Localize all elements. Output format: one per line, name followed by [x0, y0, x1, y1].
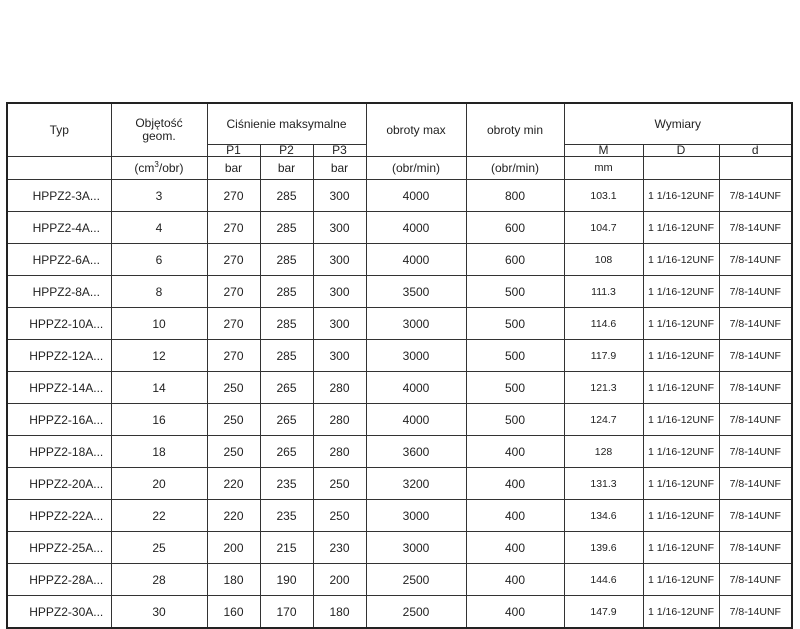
cell-p3: 280 — [313, 404, 366, 436]
cell-d-lower: 7/8-14UNF — [719, 372, 792, 404]
cell-p3: 280 — [313, 372, 366, 404]
cell-typ: HPPZ2-16A... — [7, 404, 111, 436]
cell-obroty-min: 400 — [466, 596, 564, 629]
header-typ: Typ — [7, 103, 111, 157]
cell-p3: 300 — [313, 276, 366, 308]
header-obroty-min: obroty min — [466, 103, 564, 157]
cell-m: 121.3 — [564, 372, 643, 404]
cell-d-upper: 1 1/16-12UNF — [643, 340, 719, 372]
cell-typ: HPPZ2-6A... — [7, 244, 111, 276]
header-cisnienie: Ciśnienie maksymalne — [207, 103, 366, 145]
cell-p3: 300 — [313, 180, 366, 212]
cell-typ: HPPZ2-20A... — [7, 468, 111, 500]
cell-d-lower: 7/8-14UNF — [719, 404, 792, 436]
cell-p1: 270 — [207, 180, 260, 212]
cell-typ: HPPZ2-22A... — [7, 500, 111, 532]
table-row — [7, 436, 792, 468]
cell-m: 114.6 — [564, 308, 643, 340]
cell-obroty-min: 800 — [466, 180, 564, 212]
cell-obroty-max: 3600 — [366, 436, 466, 468]
cell-objetosc: 18 — [111, 436, 207, 468]
cell-p1: 200 — [207, 532, 260, 564]
cell-objetosc: 10 — [111, 308, 207, 340]
cell-d-upper: 1 1/16-12UNF — [643, 212, 719, 244]
table-row — [7, 244, 792, 276]
cell-objetosc: 28 — [111, 564, 207, 596]
cell-p3: 180 — [313, 596, 366, 629]
cell-obroty-min: 600 — [466, 244, 564, 276]
cell-obroty-min: 500 — [466, 404, 564, 436]
header-obroty-max: obroty max — [366, 103, 466, 157]
cell-p1: 180 — [207, 564, 260, 596]
cell-m: 134.6 — [564, 500, 643, 532]
cell-p2: 235 — [260, 468, 313, 500]
cell-d-upper: 1 1/16-12UNF — [643, 244, 719, 276]
cell-d-lower: 7/8-14UNF — [719, 564, 792, 596]
unit-obroty-min: (obr/min) — [466, 157, 564, 180]
cell-p1: 270 — [207, 212, 260, 244]
cell-objetosc: 12 — [111, 340, 207, 372]
cell-obroty-min: 400 — [466, 500, 564, 532]
cell-p2: 265 — [260, 436, 313, 468]
table-row — [7, 340, 792, 372]
cell-m: 117.9 — [564, 340, 643, 372]
cell-d-lower: 7/8-14UNF — [719, 276, 792, 308]
unit-p1: bar — [207, 157, 260, 180]
table-row — [7, 532, 792, 564]
cell-obroty-max: 3000 — [366, 532, 466, 564]
unit-obroty-max: (obr/min) — [366, 157, 466, 180]
cell-d-upper: 1 1/16-12UNF — [643, 500, 719, 532]
cell-typ: HPPZ2-3A... — [7, 180, 111, 212]
cell-d-lower: 7/8-14UNF — [719, 436, 792, 468]
cell-typ: HPPZ2-10A... — [7, 308, 111, 340]
cell-d-upper: 1 1/16-12UNF — [643, 468, 719, 500]
cell-p1: 250 — [207, 404, 260, 436]
cell-objetosc: 20 — [111, 468, 207, 500]
cell-obroty-min: 500 — [466, 308, 564, 340]
table-row — [7, 212, 792, 244]
cell-p3: 200 — [313, 564, 366, 596]
header-d-upper: D — [643, 145, 719, 157]
cell-objetosc: 6 — [111, 244, 207, 276]
cell-typ: HPPZ2-18A... — [7, 436, 111, 468]
cell-p1: 160 — [207, 596, 260, 629]
unit-objetosc: $(cm^3/obr)$ — [111, 157, 207, 180]
cell-obroty-max: 2500 — [366, 596, 466, 629]
cell-obroty-max: 3000 — [366, 500, 466, 532]
cell-objetosc: 22 — [111, 500, 207, 532]
table-row — [7, 180, 792, 212]
cell-obroty-min: 400 — [466, 532, 564, 564]
cell-d-upper: 1 1/16-12UNF — [643, 564, 719, 596]
cell-p3: 300 — [313, 244, 366, 276]
cell-p2: 235 — [260, 500, 313, 532]
cell-obroty-max: 4000 — [366, 180, 466, 212]
cell-p2: 285 — [260, 180, 313, 212]
cell-obroty-min: 400 — [466, 468, 564, 500]
cell-p3: 250 — [313, 500, 366, 532]
unit-p3: bar — [313, 157, 366, 180]
header-m: M — [564, 145, 643, 157]
table-row — [7, 564, 792, 596]
table-row — [7, 596, 792, 629]
cell-m: 144.6 — [564, 564, 643, 596]
cell-p2: 265 — [260, 372, 313, 404]
cell-objetosc: 14 — [111, 372, 207, 404]
cell-p3: 280 — [313, 436, 366, 468]
cell-typ: HPPZ2-14A... — [7, 372, 111, 404]
cell-d-upper: 1 1/16-12UNF — [643, 436, 719, 468]
cell-p3: 300 — [313, 212, 366, 244]
cell-d-lower: 7/8-14UNF — [719, 532, 792, 564]
table-row — [7, 468, 792, 500]
unit-d-lower-empty — [719, 157, 792, 180]
cell-objetosc: 8 — [111, 276, 207, 308]
cell-d-upper: 1 1/16-12UNF — [643, 596, 719, 629]
cell-p3: 230 — [313, 532, 366, 564]
cell-p1: 270 — [207, 340, 260, 372]
cell-obroty-min: 500 — [466, 372, 564, 404]
table-row — [7, 500, 792, 532]
cell-d-upper: 1 1/16-12UNF — [643, 180, 719, 212]
header-row-main — [7, 103, 792, 145]
cell-p2: 285 — [260, 340, 313, 372]
cell-m: 104.7 — [564, 212, 643, 244]
cell-m: 108 — [564, 244, 643, 276]
cell-p1: 250 — [207, 372, 260, 404]
cell-m: 139.6 — [564, 532, 643, 564]
pump-spec-table — [6, 102, 793, 629]
cell-p3: 300 — [313, 340, 366, 372]
cell-p3: 300 — [313, 308, 366, 340]
cell-p2: 285 — [260, 308, 313, 340]
cell-p2: 265 — [260, 404, 313, 436]
cell-objetosc: 16 — [111, 404, 207, 436]
cell-obroty-max: 4000 — [366, 212, 466, 244]
cell-d-upper: 1 1/16-12UNF — [643, 532, 719, 564]
units-row — [7, 157, 792, 180]
table-body — [7, 180, 792, 629]
cell-obroty-max: 3000 — [366, 308, 466, 340]
cell-m: 111.3 — [564, 276, 643, 308]
cell-obroty-max: 3200 — [366, 468, 466, 500]
cell-d-lower: 7/8-14UNF — [719, 468, 792, 500]
cell-p2: 285 — [260, 276, 313, 308]
cell-p2: 215 — [260, 532, 313, 564]
cell-obroty-min: 400 — [466, 564, 564, 596]
cell-objetosc: 25 — [111, 532, 207, 564]
cell-p2: 285 — [260, 212, 313, 244]
cell-m: 103.1 — [564, 180, 643, 212]
cell-obroty-max: 4000 — [366, 372, 466, 404]
cell-d-lower: 7/8-14UNF — [719, 340, 792, 372]
cell-p1: 250 — [207, 436, 260, 468]
cell-d-lower: 7/8-14UNF — [719, 244, 792, 276]
table-row — [7, 404, 792, 436]
cell-obroty-min: 600 — [466, 212, 564, 244]
header-p3: P3 — [313, 145, 366, 157]
cell-d-lower: 7/8-14UNF — [719, 180, 792, 212]
header-p1: P1 — [207, 145, 260, 157]
cell-d-lower: 7/8-14UNF — [719, 212, 792, 244]
cell-m: 124.7 — [564, 404, 643, 436]
cell-d-upper: 1 1/16-12UNF — [643, 372, 719, 404]
cell-typ: HPPZ2-4A... — [7, 212, 111, 244]
cell-typ: HPPZ2-25A... — [7, 532, 111, 564]
cell-m: 131.3 — [564, 468, 643, 500]
table-row — [7, 276, 792, 308]
header-wymiary: Wymiary — [564, 103, 792, 145]
cell-d-lower: 7/8-14UNF — [719, 500, 792, 532]
header-objetosc: Objętość geom. — [111, 103, 207, 157]
cell-objetosc: 30 — [111, 596, 207, 629]
table-row — [7, 372, 792, 404]
cell-obroty-min: 500 — [466, 276, 564, 308]
cell-d-upper: 1 1/16-12UNF — [643, 404, 719, 436]
cell-p1: 220 — [207, 468, 260, 500]
cell-obroty-min: 400 — [466, 436, 564, 468]
cell-d-upper: 1 1/16-12UNF — [643, 276, 719, 308]
cell-p1: 220 — [207, 500, 260, 532]
cell-m: 128 — [564, 436, 643, 468]
cell-obroty-max: 2500 — [366, 564, 466, 596]
cell-obroty-max: 4000 — [366, 244, 466, 276]
cell-typ: HPPZ2-30A... — [7, 596, 111, 629]
cell-d-lower: 7/8-14UNF — [719, 596, 792, 629]
unit-typ-empty — [7, 157, 111, 180]
cell-obroty-max: 3500 — [366, 276, 466, 308]
table-row — [7, 308, 792, 340]
cell-d-lower: 7/8-14UNF — [719, 308, 792, 340]
cell-obroty-max: 4000 — [366, 404, 466, 436]
cell-p1: 270 — [207, 308, 260, 340]
cell-typ: HPPZ2-12A... — [7, 340, 111, 372]
unit-d-upper-empty — [643, 157, 719, 180]
cell-p2: 170 — [260, 596, 313, 629]
cell-p3: 250 — [313, 468, 366, 500]
cell-d-upper: 1 1/16-12UNF — [643, 308, 719, 340]
unit-p2: bar — [260, 157, 313, 180]
cell-p2: 190 — [260, 564, 313, 596]
cell-objetosc: 3 — [111, 180, 207, 212]
cell-p1: 270 — [207, 276, 260, 308]
header-d-lower: d — [719, 145, 792, 157]
cell-obroty-max: 3000 — [366, 340, 466, 372]
cell-typ: HPPZ2-28A... — [7, 564, 111, 596]
cell-typ: HPPZ2-8A... — [7, 276, 111, 308]
unit-m: mm — [564, 157, 643, 180]
header-p2: P2 — [260, 145, 313, 157]
cell-m: 147.9 — [564, 596, 643, 629]
cell-objetosc: 4 — [111, 212, 207, 244]
cell-obroty-min: 500 — [466, 340, 564, 372]
cell-p1: 270 — [207, 244, 260, 276]
cell-p2: 285 — [260, 244, 313, 276]
